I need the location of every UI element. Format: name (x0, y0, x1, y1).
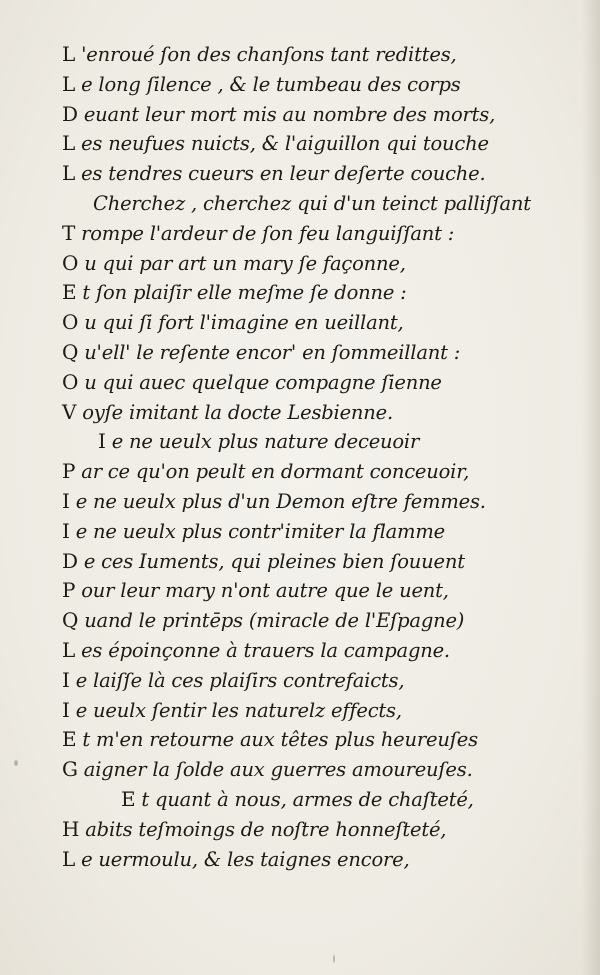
line-text: e ne ueulx plus contr'imiter la flamme (75, 519, 445, 543)
line-initial: I (62, 667, 70, 692)
line-initial: P (62, 578, 76, 603)
line-text: t quant à nous, armes de chaſteté, (141, 787, 474, 811)
line-text: uand le printēps (miracle de l'Eſpagne) (84, 609, 465, 633)
poem-line (0, 636, 600, 666)
line-text: t m'en retourne aux têtes plus heureuſes (82, 728, 478, 752)
poem-line (0, 100, 600, 130)
line-initial: O (62, 310, 79, 335)
poem-line (0, 278, 600, 308)
poem-line (0, 40, 600, 70)
line-text: e ne ueulx plus nature deceuoir (111, 430, 420, 454)
line-text: u qui par art un mary ſe façonne, (84, 251, 406, 275)
poem-line (0, 457, 600, 487)
line-text: 'enroué ſon des chanſons tant redittes, (81, 43, 457, 66)
line-text: e long ſilence , & le tumbeau des corps (81, 72, 461, 96)
poem-line (0, 159, 600, 189)
poem-line (0, 308, 600, 338)
line-text: e ne ueulx plus d'un Demon eſtre femmes. (75, 489, 486, 513)
poem-line (0, 815, 600, 845)
line-initial: V (62, 399, 77, 424)
line-text: u'ell' le reſente encor' en ſommeillant : (84, 340, 461, 364)
line-initial: L (62, 637, 76, 662)
line-text: e ces Iuments, qui pleines bien ſouuent (83, 549, 465, 573)
line-initial: H (62, 816, 80, 841)
poem-line (0, 517, 600, 547)
poem-line (0, 487, 600, 517)
line-initial: I (62, 518, 70, 543)
line-initial: E (62, 727, 77, 752)
line-initial: D (62, 101, 78, 126)
poem-line (0, 368, 600, 398)
line-text: our leur mary n'ont autre que le uent, (81, 579, 449, 603)
line-initial: E (62, 280, 77, 305)
line-text: es tendres cueurs en leur deſerte couche. (81, 162, 486, 186)
line-text: euant leur mort mis au nombre des morts, (83, 102, 496, 126)
poem-line (0, 785, 600, 815)
line-initial: L (62, 131, 76, 156)
line-text: e ueulx ſentir les naturelz effects, (75, 698, 402, 722)
line-text: Cherchez , cherchez qui d'un teinct palliſſant (93, 191, 531, 215)
line-text: e uermoulu, & les taignes encore, (81, 847, 410, 871)
poem-line (0, 845, 600, 875)
line-initial: L (62, 71, 76, 96)
line-initial: I (62, 697, 70, 722)
line-initial: O (62, 250, 79, 275)
line-text: es neufues nuicts, & l'aiguillon qui touche (81, 132, 489, 156)
line-initial: G (62, 757, 78, 782)
line-initial: E (121, 786, 136, 811)
line-text: oyſe imitant la docte Lesbienne. (82, 400, 393, 424)
poem-line (0, 606, 600, 636)
paper-speck (333, 955, 335, 963)
poem-line (0, 725, 600, 755)
line-initial: I (62, 488, 70, 513)
poem-line (0, 219, 600, 249)
line-initial: L (62, 42, 76, 66)
line-initial: Q (62, 339, 79, 364)
poem-line (0, 189, 600, 219)
line-text: t ſon plaiſir elle meſme ſe donne : (82, 281, 407, 305)
line-initial: L (62, 161, 76, 186)
line-initial: L (62, 846, 76, 871)
poem-line (0, 666, 600, 696)
poem-line (0, 547, 600, 577)
line-initial: Q (62, 608, 79, 633)
line-initial: T (62, 220, 76, 245)
poem-line (0, 129, 600, 159)
line-text: abits teſmoings de noſtre honneſteté, (85, 817, 447, 841)
line-text: u qui ſi fort l'imagine en ueillant, (84, 311, 404, 335)
line-text: e laiſſe là ces plaiſirs contrefaicts, (75, 668, 405, 692)
poem-line (0, 70, 600, 100)
poem-line (0, 576, 600, 606)
line-text: es époinçonne à trauers la campagne. (81, 638, 450, 662)
line-text: u qui auec quelque compagne ſienne (84, 370, 442, 394)
line-text: ar ce qu'on peult en dormant conceuoir, (81, 460, 470, 484)
poem-text-block (0, 40, 600, 874)
poem-line (0, 755, 600, 785)
line-text: aigner la ſolde aux guerres amoureuſes. (83, 758, 473, 782)
line-initial: I (98, 429, 106, 454)
poem-line (0, 427, 600, 457)
line-text: rompe l'ardeur de ſon feu languiſſant : (81, 221, 455, 245)
poem-line (0, 338, 600, 368)
poem-line (0, 398, 600, 428)
line-initial: P (62, 459, 76, 484)
poem-line (0, 696, 600, 726)
poem-line (0, 249, 600, 279)
line-initial: O (62, 369, 79, 394)
line-initial: D (62, 548, 78, 573)
